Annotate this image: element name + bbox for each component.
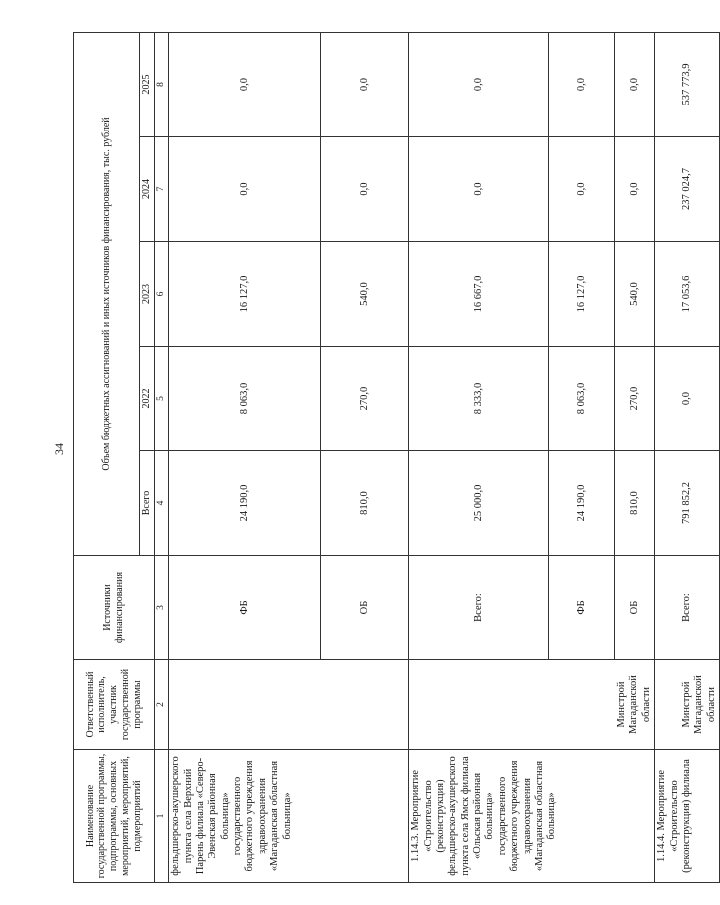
value-cell: 810,0 [615, 451, 655, 556]
value-cell: 16 667,0 [409, 242, 549, 347]
source-cell: Всего: [655, 556, 720, 660]
value-cell: 537 773,9 [655, 32, 720, 136]
value-cell: 8 063,0 [169, 347, 321, 451]
value-cell: 0,0 [549, 137, 615, 242]
value-cell: 0,0 [321, 137, 409, 242]
value-cell: 16 127,0 [549, 242, 615, 347]
source-cell: ФБ [549, 556, 615, 660]
value-cell: 16 127,0 [169, 242, 321, 347]
col-number: 6 [155, 242, 169, 347]
col-number: 7 [155, 137, 169, 242]
value-cell: 25 000,0 [409, 451, 549, 556]
col-number: 3 [155, 556, 169, 660]
value-cell: 0,0 [409, 32, 549, 136]
source-cell: ФБ [169, 556, 321, 660]
source-cell: ОБ [321, 556, 409, 660]
header-year-2025: 2025 [140, 32, 155, 136]
value-cell: 270,0 [321, 347, 409, 451]
source-cell: ОБ [615, 556, 655, 660]
value-cell: 0,0 [655, 347, 720, 451]
measure-name: 1.14.3. Мероприятие «Строительство (реконструкция) фельдшерско-акушерского пункта села Ямск филиала «Ольская районная больница» государственного бюджетного учреждения здравоохранения «Магаданская областная больница» [409, 750, 655, 883]
col-number: 5 [155, 347, 169, 451]
value-cell: 24 190,0 [169, 451, 321, 556]
value-cell: 810,0 [321, 451, 409, 556]
col-number: 1 [155, 750, 169, 883]
col-number: 4 [155, 451, 169, 556]
value-cell: 0,0 [615, 137, 655, 242]
header-year-2024: 2024 [140, 137, 155, 242]
header-year-2023: 2023 [140, 242, 155, 347]
responsible-cell: Минстрой Магаданской области [409, 660, 655, 750]
value-cell: 17 053,6 [655, 242, 720, 347]
rotated-table-wrapper [73, 33, 717, 883]
table-row [169, 32, 321, 882]
header-name: Наименование государственной программы, подпрограммы, основных мероприятий, мероприятий, подмероприятий [74, 750, 155, 883]
table-row [409, 32, 549, 882]
value-cell: 0,0 [169, 32, 321, 136]
source-cell: Всего: [409, 556, 549, 660]
responsible-cell: Минстрой Магаданской области [655, 660, 720, 750]
col-number: 2 [155, 660, 169, 750]
header-source: Источники финансирования [74, 556, 155, 660]
value-cell: 791 852,2 [655, 451, 720, 556]
header-responsible: Ответственный исполнитель, участник государственной программы [74, 660, 155, 750]
measure-name: 1.14.4. Мероприятие «Строительство (реконструкция) филиала [655, 750, 720, 883]
value-cell: 0,0 [321, 32, 409, 136]
table-row [655, 32, 720, 882]
value-cell: 0,0 [615, 32, 655, 136]
value-cell: 237 024,7 [655, 137, 720, 242]
financing-table [73, 32, 720, 883]
value-cell: 24 190,0 [549, 451, 615, 556]
value-cell: 0,0 [549, 32, 615, 136]
value-cell: 0,0 [169, 137, 321, 242]
responsible-cell [169, 660, 409, 750]
header-volume: Объем бюджетных ассигнований и иных источников финансирования, тыс. рублей [74, 32, 140, 555]
value-cell: 0,0 [409, 137, 549, 242]
value-cell: 540,0 [321, 242, 409, 347]
measure-name: фельдшерско-акушерского пункта села Верхний Парень филиала «Северо-Эвенская районная больница» государственного бюджетного учреждения здравоохранения «Магаданская областная больница» [169, 750, 409, 883]
header-total: Всего [140, 451, 155, 556]
page-number: 34 [52, 443, 66, 455]
value-cell: 8 063,0 [549, 347, 615, 451]
value-cell: 540,0 [615, 242, 655, 347]
col-number: 8 [155, 32, 169, 136]
value-cell: 270,0 [615, 347, 655, 451]
header-year-2022: 2022 [140, 347, 155, 451]
value-cell: 8 333,0 [409, 347, 549, 451]
